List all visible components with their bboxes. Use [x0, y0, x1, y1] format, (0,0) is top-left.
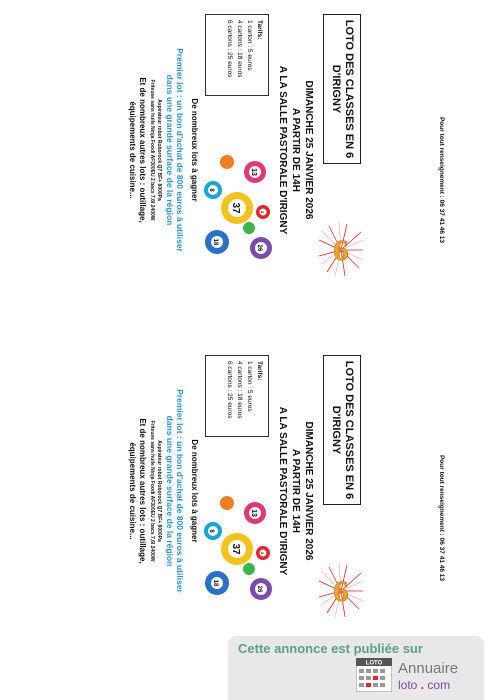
prize-vacuum: Aspirateur robot Roborock Q7 BF+ 8000Pa — [156, 440, 162, 542]
svg-text:37: 37 — [230, 202, 241, 214]
logo-tld: com — [427, 678, 451, 692]
event-title-line2: D'IRIGNY — [330, 405, 342, 455]
event-date-block — [276, 40, 315, 260]
bingo-balls-illustration — [203, 491, 275, 611]
svg-text:26: 26 — [256, 585, 262, 593]
first-prize-line2: dans une grande surface de la région — [165, 415, 175, 567]
tarif-item: 4 cartons : 18 euros — [236, 361, 243, 419]
contact-info: Pour tout renseignement : 06 37 41 46 13 — [438, 454, 445, 582]
prize-airfryer: Friteuse sans huile Ninja Foodi AF300EU 2 bacs 7,6l 2400W — [149, 79, 155, 221]
svg-text:13: 13 — [250, 509, 257, 517]
tarifs-box — [205, 14, 269, 96]
svg-text:6: 6 — [333, 234, 349, 267]
prizes-heading: De nombreux lots à gagner — [190, 98, 199, 202]
tarif-item: 1 carton : 5 euros — [246, 361, 253, 412]
event-title — [323, 14, 361, 164]
prize-airfryer: Friteuse sans huile Ninja Foodi AF300EU 2 bacs 7,6l 2400W — [149, 420, 155, 562]
svg-text:3: 3 — [260, 551, 265, 555]
event-venue: A LA SALLE PASTORALE D'IRIGNY — [277, 65, 288, 235]
other-prizes-line1: Et de nombreux autres lots : outillage, — [138, 418, 147, 564]
first-prize-line1: Premier lot : un bon d'achat de 800 euros à utiliser — [175, 389, 185, 593]
loto-grid-logo-icon — [356, 658, 392, 692]
tarif-item: 6 cartons : 25 euros — [226, 20, 233, 78]
event-title — [323, 355, 361, 505]
logo-dot: . — [420, 678, 425, 692]
svg-text:13: 13 — [250, 168, 257, 176]
flyer-top — [127, 0, 367, 300]
tarif-item: 1 carton : 5 euros — [246, 20, 253, 71]
bingo-balls-illustration — [203, 150, 275, 270]
event-time: A PARTIR DE 14H — [290, 108, 301, 192]
svg-text:26: 26 — [256, 244, 262, 252]
first-prize-line1: Premier lot : un bon d'achat de 800 euros à utiliser — [175, 48, 185, 252]
event-venue: A LA SALLE PASTORALE D'IRIGNY — [277, 406, 288, 576]
svg-text:18: 18 — [212, 579, 218, 587]
event-date: DIMANCHE 25 JANVIER 2026 — [303, 421, 314, 561]
first-prize — [165, 10, 185, 290]
first-prize-line2: dans une grande surface de la région — [165, 74, 175, 226]
event-date: DIMANCHE 25 JANVIER 2026 — [303, 80, 314, 220]
logo-word-annuaire: Annuaire — [398, 660, 459, 677]
firework-six-logo — [317, 220, 365, 280]
event-title-line1: LOTO DES CLASSES EN 6 — [343, 19, 355, 159]
other-prizes — [128, 10, 147, 290]
other-prizes — [128, 351, 147, 631]
other-prizes-line1: Et de nombreux autres lots : outillage, — [138, 77, 147, 223]
svg-text:3: 3 — [260, 210, 265, 214]
svg-text:8: 8 — [208, 529, 214, 533]
tarifs-heading: Tarifs: — [256, 361, 263, 381]
other-prizes-line2: équipements de cuisine... — [128, 442, 138, 540]
svg-text:37: 37 — [230, 543, 241, 555]
event-time: A PARTIR DE 14H — [290, 449, 301, 533]
tarif-item: 4 cartons : 18 euros — [236, 20, 243, 78]
flyer-bottom — [127, 341, 367, 641]
event-date-block — [276, 381, 315, 601]
first-prize — [165, 351, 185, 631]
svg-text:8: 8 — [208, 188, 214, 192]
publication-banner[interactable] — [228, 636, 484, 700]
event-title-line1: LOTO DES CLASSES EN 6 — [343, 360, 355, 500]
tarif-item: 6 cartons : 25 euros — [226, 361, 233, 419]
svg-text:6: 6 — [333, 575, 349, 608]
tarifs-box — [205, 355, 269, 437]
svg-text:LOTO: LOTO — [365, 660, 383, 667]
tarifs-heading: Tarifs: — [256, 20, 263, 40]
svg-text:18: 18 — [212, 238, 218, 246]
prize-vacuum: Aspirateur robot Roborock Q7 BF+ 8000Pa — [156, 99, 162, 201]
event-title-line2: D'IRIGNY — [330, 64, 342, 114]
logo-word-loto-text: loto — [398, 678, 418, 692]
prizes-heading: De nombreux lots à gagner — [190, 439, 199, 543]
banner-text: Cette annonce est publiée sur — [238, 641, 423, 656]
firework-six-logo — [317, 561, 365, 621]
contact-info: Pour tout renseignement : 06 37 41 46 13 — [438, 116, 445, 244]
other-prizes-line2: équipements de cuisine... — [128, 101, 138, 199]
logo-word-loto — [398, 678, 450, 692]
